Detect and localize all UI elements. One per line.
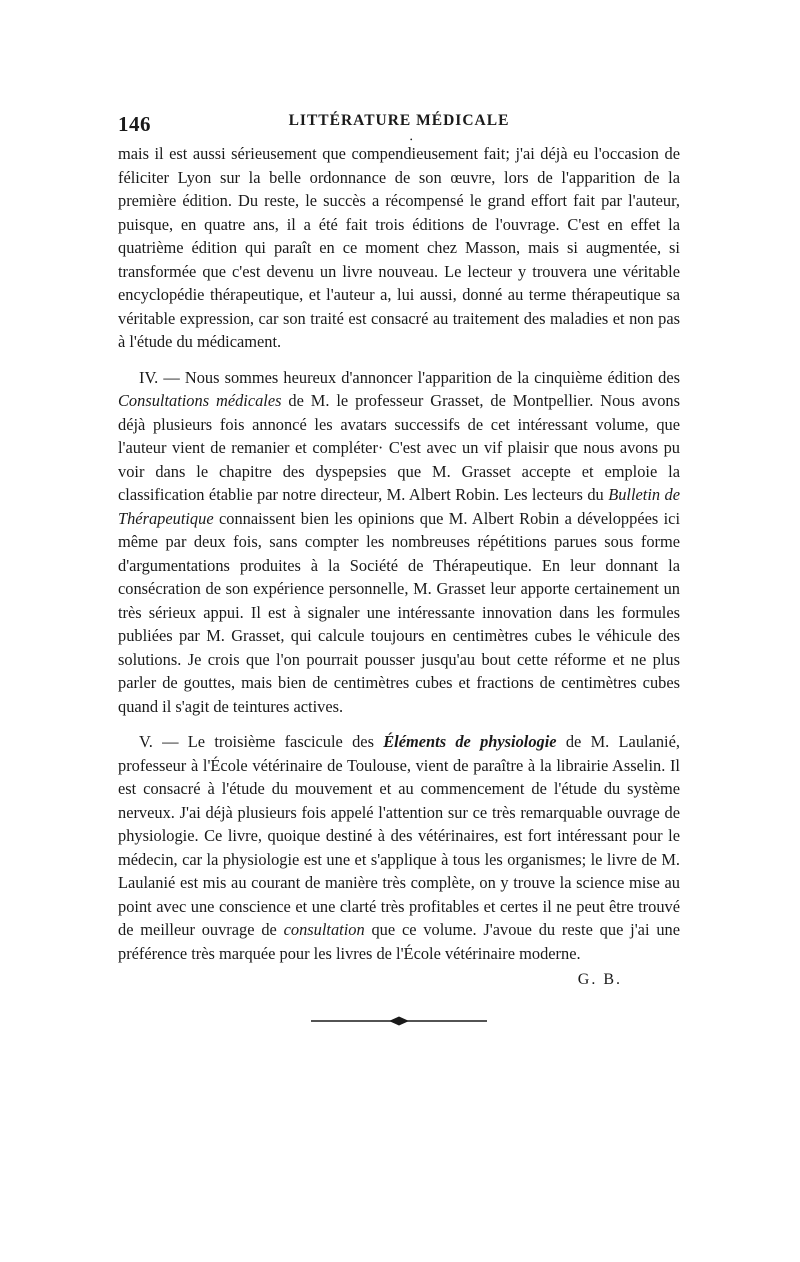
italic-title: Consultations médicales [118, 391, 282, 410]
end-ornament [118, 1015, 680, 1027]
text-run: V. — Le troisième fascicule des [139, 732, 384, 751]
print-mark: • [410, 136, 413, 144]
text-run: connaissent bien les opinions que M. Albert Robin a développées ici même par deux fois, sans compter les nombreuses répétitions parues sous forme d'argumentations produites à la Société de Thérapeutique. En leur donnant la consécration de son expérience personnelle, M. Grasset leur apporte certainement un très sérieux appui. Il est à signaler une intéressante innovation dans les formules publiées par M. Grasset, qui calcule toujours en centimètres cubes le véhicule des solutions. Je crois que l'on pourrait pousser jusqu'au bout cette réforme et ne plus parler de gouttes, mais bien de centimètres cubes et fractions de centimètres cubes quand il s'agit de teintures actives. [118, 508, 680, 716]
signature: G. B. [577, 971, 622, 988]
book-page [118, 112, 680, 1027]
italic-title: consultation [283, 920, 365, 939]
ornamental-rule-icon [311, 1015, 487, 1027]
italic-title: Bulletin de Thérapeutique [118, 485, 680, 528]
text-run: IV. — Nous sommes heureux d'annoncer l'apparition de la cinquième édition des [139, 367, 680, 387]
paragraph-section-v [118, 730, 680, 965]
running-head [118, 112, 680, 142]
bold-italic-title: Éléments de physiologie [383, 732, 557, 751]
text-run: de M. le professeur Grasset, de Montpellier. Nous avons déjà plusieurs fois annoncé les avatars successifs de cet intéressant volume, que l'auteur vient de remanier et compléter· C'est avec un vif plaisir que nous avons pu voir dans le chapitre des dyspepsies que M. Grasset accepte et emploie la classification établie par notre directeur, M. Albert Robin. Les lecteurs du [118, 391, 680, 504]
running-title: LITTÉRATURE MÉDICALE [288, 112, 510, 129]
text-run: mais il est aussi sérieusement que compendieusement fait; j'ai déjà eu l'occasion de féliciter Lyon sur la belle ordonnance de son œuvre, lors de l'apparition de la première édition. Du reste, le succès a récompensé le grand effort fait par l'auteur, puisque, en quatre ans, il a été fait trois éditions de l'ouvrage. C'est en effet la quatrième édition qui paraît en ce moment chez Masson, mais si augmentée, si transformée que c'est devenu un livre nouveau. Le lecteur y trouvera une véritable encyclopédie thérapeutique, et l'auteur a, lui aussi, donné au terme thérapeutique sa véritable expression, car son traité est consacré au traitement des maladies et non pas à l'étude du médicament. [118, 144, 680, 351]
paragraph-section-iv [118, 366, 680, 719]
page-number: 146 [118, 112, 151, 136]
text-run: de M. Laulanié, professeur à l'École vétérinaire de Toulouse, vient de paraître à la librairie Asselin. Il est consacré à l'étude du mouvement et au commencement de l'étude du système nerveux. J'ai déjà plusieurs fois appelé l'attention sur ce très remarquable ouvrage de physiologie. Ce livre, quoique destiné à des vétérinaires, est fort intéressant pour le médecin, car la physiologie est une et s'applique à tous les organismes; le livre de M. Laulanié est mis au courant de manière très complète, on y trouve la science mise au point avec une conscience et une clarté très profitables et certes il ne peut être trouvé de meilleur ouvrage de [118, 732, 680, 939]
body-text [118, 142, 680, 965]
text-run: que ce volume. J'avoue du reste que j'ai une préférence très marquée pour les livres de l'École vétérinaire moderne. [118, 920, 680, 963]
paragraph-continuation [118, 142, 680, 354]
